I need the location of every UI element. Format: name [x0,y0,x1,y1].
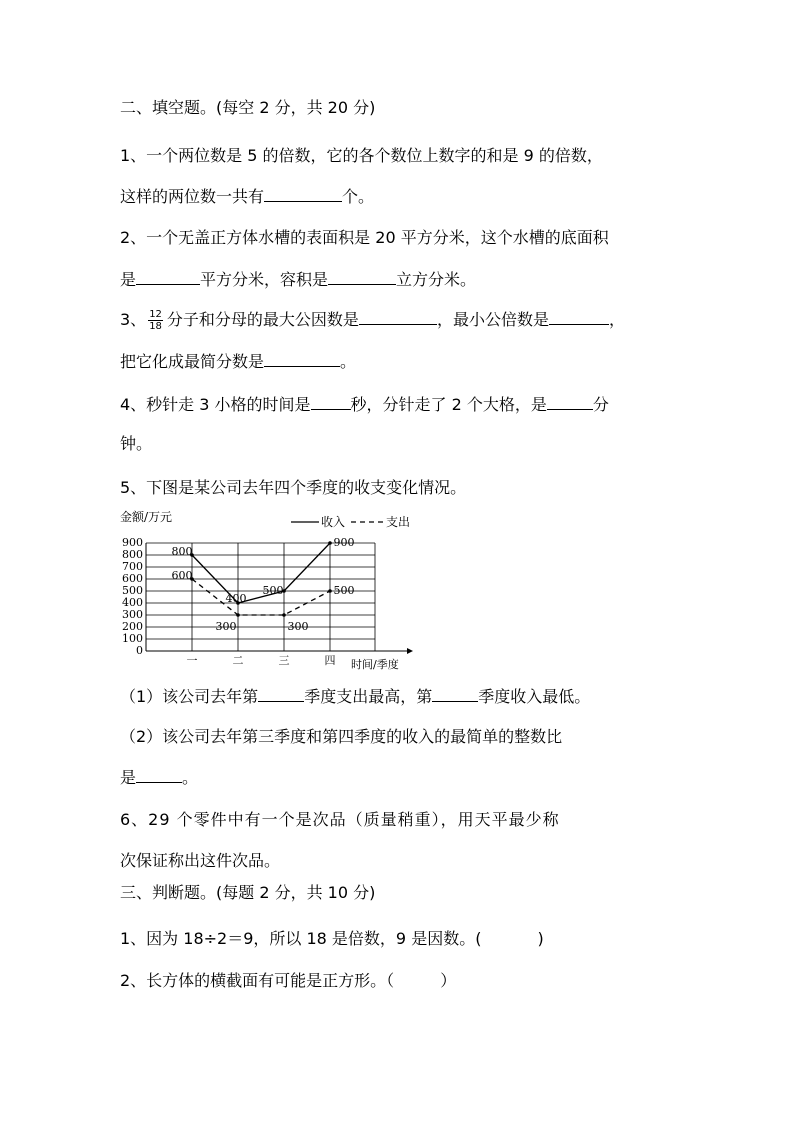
q6-line2: 次保证称出这件次品。 [120,851,281,870]
q3-text-b: ，最小公倍数是 [436,310,549,329]
chart-labels [172,536,355,633]
j1-line [120,929,544,949]
q5-sub2-line2 [120,767,198,788]
q1-answer-blank[interactable] [264,186,342,202]
x-tick-label: 四 [324,654,336,667]
q3-blank-simplest[interactable] [264,351,340,367]
q5-blank-expense[interactable] [258,686,304,702]
q3-fraction [148,309,163,332]
data-label: 400 [225,592,247,605]
x-tick-label: 二 [232,654,244,667]
q5-sub1-text-c: 季度收入最低。 [478,687,591,706]
y-tick-label: 900 [122,536,143,549]
data-point [282,613,286,617]
q1-text-b: 个。 [342,187,375,206]
legend-expense-label: 支出 [386,515,411,529]
q2-blank-volume[interactable] [328,269,396,285]
data-point [236,613,240,617]
y-tick-label: 600 [122,572,143,585]
q5-line1: 5、下图是某公司去年四个季度的收支变化情况。 [120,478,467,497]
series-line-income [192,543,330,603]
q2-text-c: 立方分米。 [396,270,477,289]
j1-text: 1、因为 18÷2＝9，所以 18 是倍数，9 是因数。( [120,929,482,948]
q5-sub1 [120,686,590,707]
y-tick-label: 500 [122,584,143,597]
y-tick-label: 100 [122,632,143,645]
y-tick-label: 700 [122,560,143,573]
q5-sub2-text-a: 是 [120,768,137,787]
chart-legend [291,514,410,529]
q3-text-a: 分子和分母的最大公因数是 [166,310,359,329]
x-axis-title: 时间/季度 [351,658,399,671]
q4-text-c: 分 [592,395,609,414]
data-label: 500 [262,584,284,597]
data-label: 300 [215,620,237,633]
data-point [328,541,332,545]
data-point [328,589,332,593]
q1-line1: 1、一个两位数是 5 的倍数，它的各个数位上数字的和是 9 的倍数， [120,146,603,165]
section3-title: 三、判断题。(每题 2 分，共 10 分) [120,883,376,902]
q5-sub1-text-b: 季度支出最高，第 [304,687,433,706]
q4-text-a: 4、秒针走 3 小格的时间是 [120,395,311,414]
q3-line2 [120,351,356,372]
q3-line2-end: 。 [340,352,357,371]
legend-income-label: 收入 [321,515,346,529]
q2-line1: 2、一个无盖正方体水槽的表面积是 20 平方分米，这个水槽的底面积 [120,228,609,247]
q3-text-c: ， [608,310,625,329]
q1-line2 [120,186,374,207]
j2-text: 2、长方体的横截面有可能是正方形。（ [120,971,395,990]
income-expense-chart [115,506,415,676]
q4-blank-seconds[interactable] [311,394,351,410]
q5-blank-income[interactable] [432,686,478,702]
y-axis-title: 金额/万元 [120,510,173,524]
q2-text-a: 是 [120,270,137,289]
q5-sub2-text-b: 。 [182,768,199,787]
q4-line2: 钟。 [120,434,153,453]
q3-line2-text: 把它化成最简分数是 [120,352,265,371]
q2-text-b: 平方分米，容积是 [200,270,329,289]
q3-blank-lcm[interactable] [549,309,609,325]
x-tick-label: 三 [278,654,290,667]
q3-line1 [120,309,625,332]
q3-prefix: 3、 [120,310,147,329]
q1-text-a: 这样的两位数一共有 [120,187,265,206]
j1-close: ) [537,929,544,948]
q4-text-b: 秒，分针走了 2 个大格，是 [350,395,547,414]
x-axis-arrow-icon [407,648,413,654]
q5-sub2-line1: （2）该公司去年第三季度和第四季度的收入的最简单的整数比 [120,727,563,746]
data-label: 600 [171,569,193,582]
y-tick-label: 800 [122,548,143,561]
q4-blank-minutes[interactable] [547,394,593,410]
y-tick-label: 200 [122,620,143,633]
section2-title: 二、填空题。(每空 2 分，共 20 分) [120,98,376,117]
q5-sub1-text-a: （1）该公司去年第 [120,687,259,706]
y-tick-label: 300 [122,608,143,621]
y-tick-label: 0 [136,644,143,657]
q4-line1 [120,394,609,415]
q2-blank-area[interactable] [136,269,200,285]
fraction-denominator: 18 [149,321,162,332]
j2-line [120,971,456,991]
q5-blank-ratio[interactable] [136,767,182,783]
j2-close: ） [440,971,457,990]
data-label: 500 [333,584,355,597]
x-tick-label: 一 [186,654,198,667]
q2-line2 [120,269,476,290]
data-label: 300 [287,620,309,633]
data-label: 900 [333,536,355,549]
q6-line1: 6、29 个零件中有一个是次品（质量稍重），用天平最少称 [120,810,560,829]
data-label: 800 [171,545,193,558]
q3-blank-gcd[interactable] [359,309,437,325]
y-tick-label: 400 [122,596,143,609]
fraction-numerator: 12 [149,309,162,320]
